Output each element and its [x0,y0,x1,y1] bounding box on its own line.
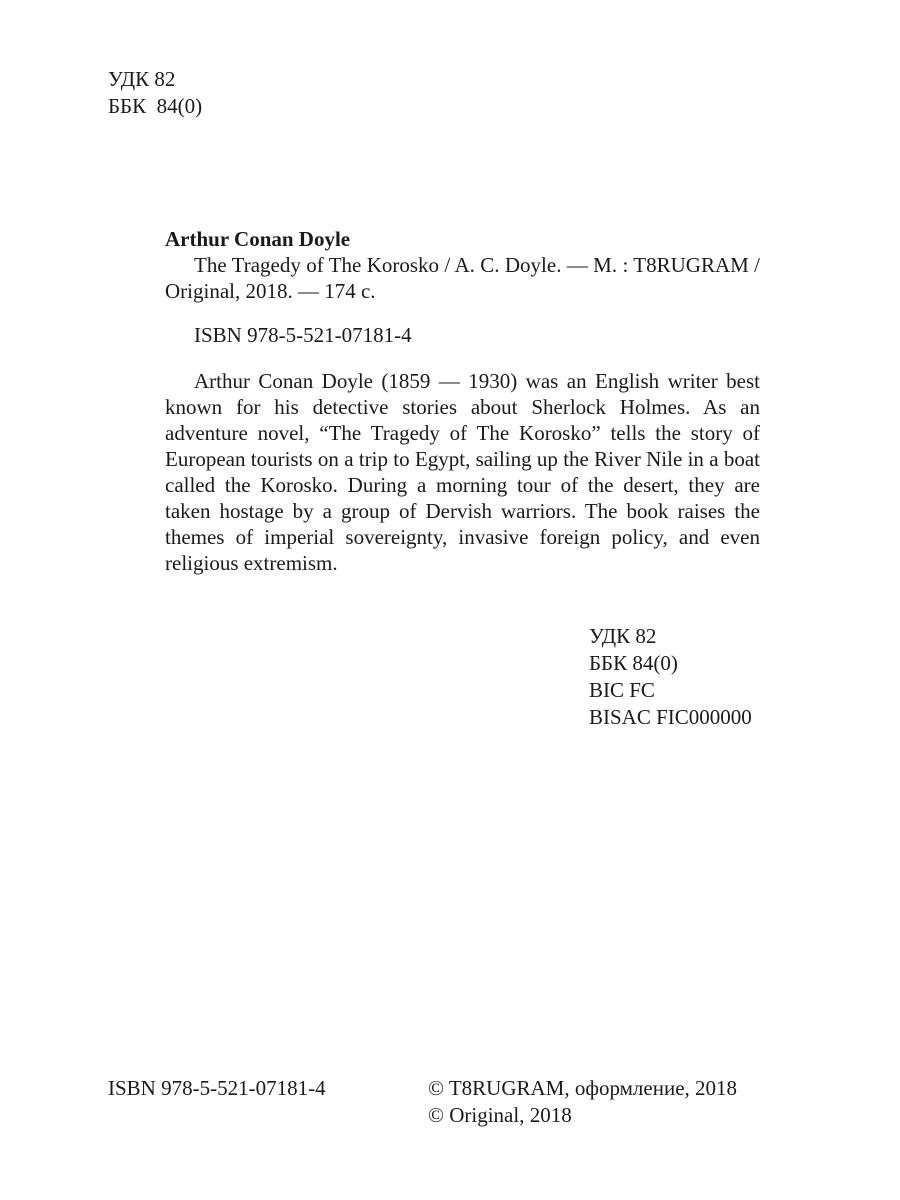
copyright-block [428,1075,737,1129]
record-isbn: ISBN 978-5-521-07181-4 [194,323,412,347]
author-name: Arthur Conan Doyle [165,227,351,251]
header-udk-code: УДК 82 [108,67,176,91]
footer-isbn: ISBN 978-5-521-07181-4 [108,1076,326,1100]
header-classification-codes [108,66,202,120]
catalog-record [165,226,760,597]
header-bbk-code: ББК 84(0) [108,94,203,118]
classification-codes [589,623,752,731]
bbk-code: ББК 84(0) [589,651,678,675]
bibliographic-entry: The Tragedy of The Korosko / A. C. Doyle. — M. : T8RUGRAM / Original, 2018. — 174 с. [165,253,760,303]
bisac-code: BISAC FIC000000 [589,705,752,729]
copyright-original: © Original, 2018 [428,1103,572,1127]
copyright-design: © T8RUGRAM, оформление, 2018 [428,1076,738,1100]
udk-code: УДК 82 [589,624,657,648]
book-description: Arthur Conan Doyle (1859 — 1930) was an English writer best known for his detective stories about Sherlock Holmes. As an adventure novel, “The Tragedy of The Korosko” tells the story of European tourists on a trip to Egypt, sailing up the River Nile in a boat called the Korosko. During a morning tour of the desert, they are taken hostage by a group of Dervish warriors. The book raises the themes of imperial sovereignty, invasive foreign policy, and even religious extremism. [165,369,760,575]
bic-code: BIC FC [589,678,655,702]
